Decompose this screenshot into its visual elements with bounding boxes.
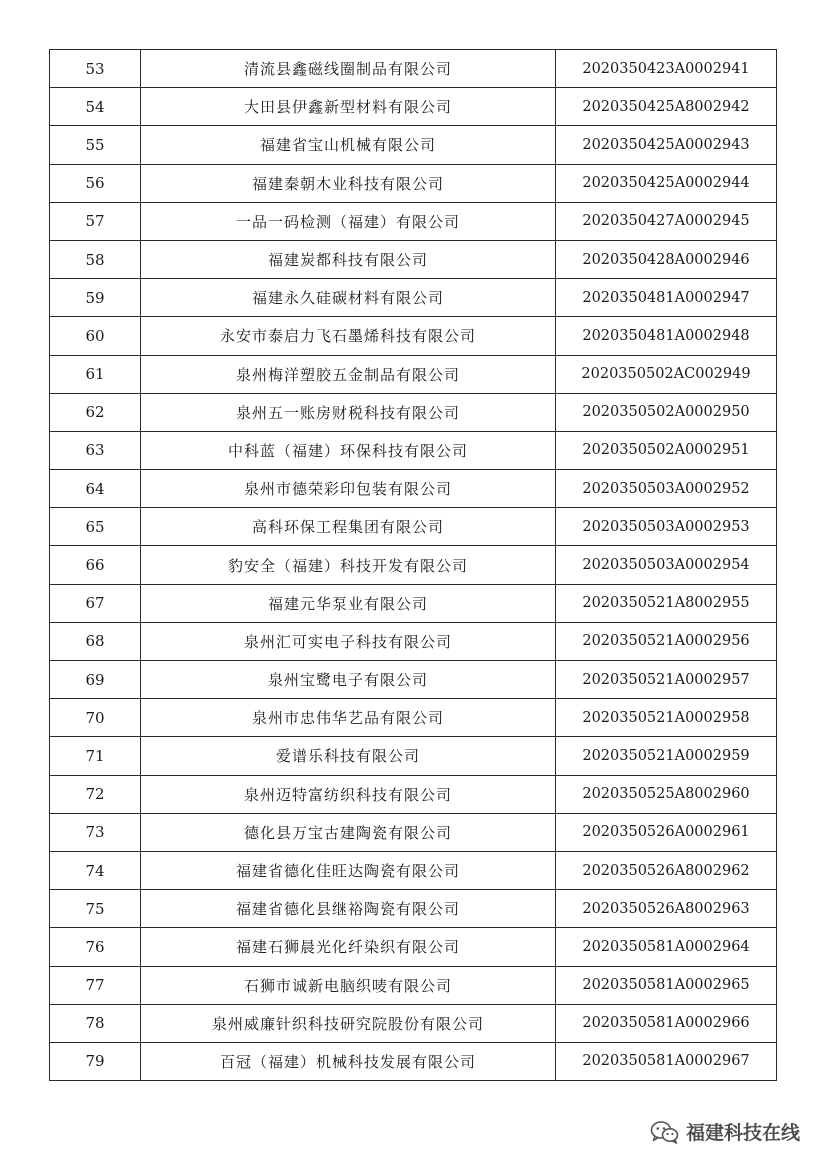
row-number: 77 (50, 966, 141, 1004)
row-number: 53 (50, 50, 141, 88)
registration-code: 2020350423A0002941 (556, 50, 777, 88)
watermark (650, 1118, 800, 1145)
registration-code: 2020350502AC002949 (556, 355, 777, 393)
table-row (50, 88, 777, 126)
company-name: 爱谱乐科技有限公司 (141, 737, 556, 775)
table-row (50, 202, 777, 240)
table-row (50, 279, 777, 317)
row-number: 63 (50, 431, 141, 469)
registration-code: 2020350581A0002964 (556, 928, 777, 966)
company-name: 中科蓝（福建）环保科技有限公司 (141, 431, 556, 469)
registration-code: 2020350526A8002962 (556, 851, 777, 889)
table-row (50, 508, 777, 546)
company-name: 高科环保工程集团有限公司 (141, 508, 556, 546)
row-number: 61 (50, 355, 141, 393)
row-number: 73 (50, 813, 141, 851)
table-row (50, 584, 777, 622)
registration-code: 2020350503A0002954 (556, 546, 777, 584)
table-row (50, 240, 777, 278)
registration-code: 2020350521A0002957 (556, 661, 777, 699)
table-row (50, 775, 777, 813)
row-number: 74 (50, 851, 141, 889)
company-name: 福建永久硅碳材料有限公司 (141, 279, 556, 317)
company-name: 泉州五一账房财税科技有限公司 (141, 393, 556, 431)
row-number: 76 (50, 928, 141, 966)
registration-code: 2020350425A8002942 (556, 88, 777, 126)
table-row (50, 470, 777, 508)
company-name: 泉州市忠伟华艺品有限公司 (141, 699, 556, 737)
company-table-wrapper (49, 49, 775, 1081)
registration-code: 2020350526A8002963 (556, 890, 777, 928)
wechat-icon (650, 1120, 680, 1144)
row-number: 78 (50, 1004, 141, 1042)
company-name: 泉州威廉针织科技研究院股份有限公司 (141, 1004, 556, 1042)
registration-code: 2020350427A0002945 (556, 202, 777, 240)
table-row (50, 1004, 777, 1042)
row-number: 55 (50, 126, 141, 164)
company-name: 石狮市诚新电脑织唛有限公司 (141, 966, 556, 1004)
company-name: 福建省德化县继裕陶瓷有限公司 (141, 890, 556, 928)
table-row (50, 1042, 777, 1080)
company-name: 清流县鑫磁线圈制品有限公司 (141, 50, 556, 88)
registration-code: 2020350521A0002959 (556, 737, 777, 775)
company-name: 福建石狮晨光化纤染织有限公司 (141, 928, 556, 966)
watermark-text: 福建科技在线 (685, 1122, 800, 1144)
row-number: 64 (50, 470, 141, 508)
company-name: 百冠（福建）机械科技发展有限公司 (141, 1042, 556, 1080)
row-number: 75 (50, 890, 141, 928)
row-number: 59 (50, 279, 141, 317)
registration-code: 2020350428A0002946 (556, 240, 777, 278)
company-name: 泉州迈特富纺织科技有限公司 (141, 775, 556, 813)
table-row (50, 126, 777, 164)
company-name: 泉州汇可实电子科技有限公司 (141, 622, 556, 660)
registration-code: 2020350581A0002966 (556, 1004, 777, 1042)
row-number: 58 (50, 240, 141, 278)
company-name: 福建炭都科技有限公司 (141, 240, 556, 278)
table-row (50, 737, 777, 775)
table-row (50, 661, 777, 699)
registration-code: 2020350581A0002965 (556, 966, 777, 1004)
company-table-body (50, 50, 777, 1081)
registration-code: 2020350503A0002952 (556, 470, 777, 508)
table-row (50, 164, 777, 202)
registration-code: 2020350503A0002953 (556, 508, 777, 546)
row-number: 65 (50, 508, 141, 546)
registration-code: 2020350502A0002950 (556, 393, 777, 431)
registration-code: 2020350526A0002961 (556, 813, 777, 851)
registration-code: 2020350521A0002956 (556, 622, 777, 660)
company-name: 泉州宝鹭电子有限公司 (141, 661, 556, 699)
table-row (50, 813, 777, 851)
registration-code: 2020350525A8002960 (556, 775, 777, 813)
table-row (50, 622, 777, 660)
table-row (50, 431, 777, 469)
table-row (50, 393, 777, 431)
registration-code: 2020350502A0002951 (556, 431, 777, 469)
company-name: 福建省宝山机械有限公司 (141, 126, 556, 164)
table-row (50, 851, 777, 889)
company-name: 豹安全（福建）科技开发有限公司 (141, 546, 556, 584)
company-name: 一品一码检测（福建）有限公司 (141, 202, 556, 240)
company-table (49, 49, 777, 1081)
row-number: 70 (50, 699, 141, 737)
registration-code: 2020350521A0002958 (556, 699, 777, 737)
company-name: 德化县万宝古建陶瓷有限公司 (141, 813, 556, 851)
row-number: 69 (50, 661, 141, 699)
company-name: 永安市泰启力飞石墨烯科技有限公司 (141, 317, 556, 355)
table-row (50, 355, 777, 393)
table-row (50, 50, 777, 88)
row-number: 66 (50, 546, 141, 584)
row-number: 54 (50, 88, 141, 126)
row-number: 67 (50, 584, 141, 622)
table-row (50, 317, 777, 355)
registration-code: 2020350481A0002948 (556, 317, 777, 355)
row-number: 62 (50, 393, 141, 431)
row-number: 60 (50, 317, 141, 355)
row-number: 56 (50, 164, 141, 202)
company-name: 泉州市德荣彩印包装有限公司 (141, 470, 556, 508)
registration-code: 2020350481A0002947 (556, 279, 777, 317)
registration-code: 2020350425A0002943 (556, 126, 777, 164)
company-name: 泉州梅洋塑胶五金制品有限公司 (141, 355, 556, 393)
company-name: 福建秦朝木业科技有限公司 (141, 164, 556, 202)
company-name: 福建元华泵业有限公司 (141, 584, 556, 622)
company-name: 大田县伊鑫新型材料有限公司 (141, 88, 556, 126)
registration-code: 2020350581A0002967 (556, 1042, 777, 1080)
table-row (50, 890, 777, 928)
row-number: 57 (50, 202, 141, 240)
row-number: 72 (50, 775, 141, 813)
table-row (50, 699, 777, 737)
registration-code: 2020350425A0002944 (556, 164, 777, 202)
table-row (50, 546, 777, 584)
company-name: 福建省德化佳旺达陶瓷有限公司 (141, 851, 556, 889)
registration-code: 2020350521A8002955 (556, 584, 777, 622)
row-number: 71 (50, 737, 141, 775)
row-number: 79 (50, 1042, 141, 1080)
row-number: 68 (50, 622, 141, 660)
table-row (50, 928, 777, 966)
table-row (50, 966, 777, 1004)
